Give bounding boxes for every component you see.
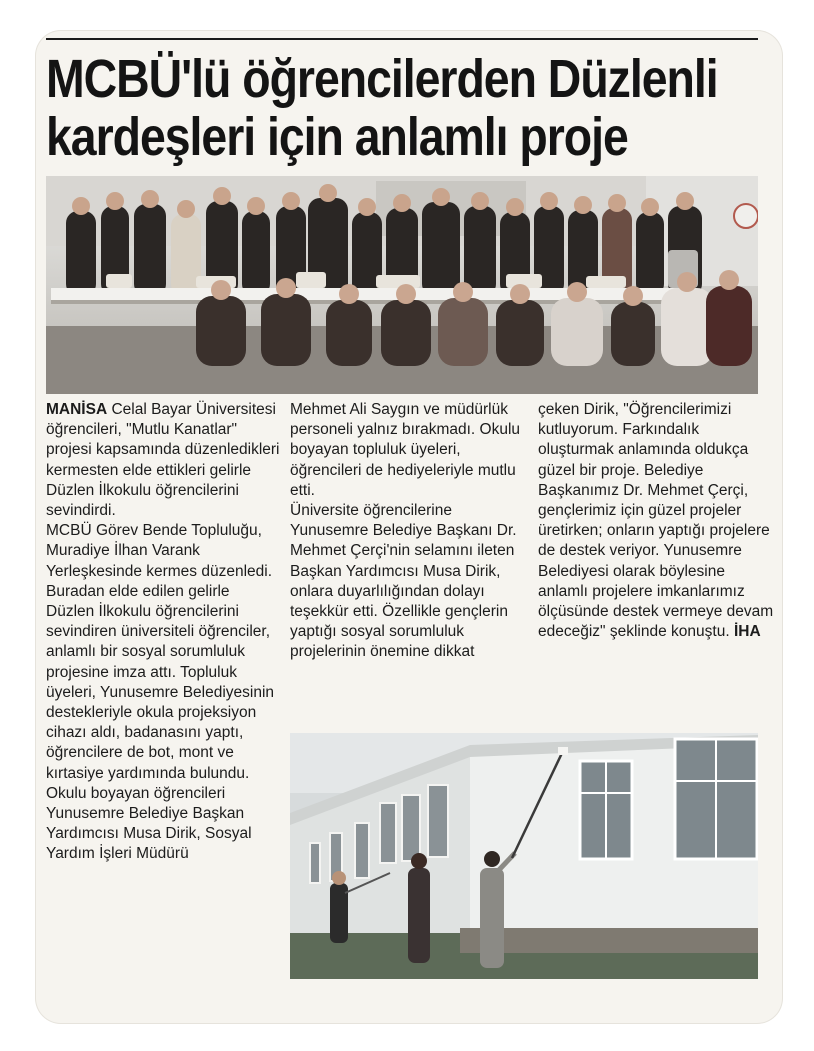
top-rule <box>46 38 758 40</box>
col1-intro: Celal Bayar Üniversitesi öğrencileri, "Mutlu Kanatlar" projesi kapsamında düzenledikleri kermesten elde ettikleri gelirle Düzlen İlkokulu öğrencilerini sevindirdi. <box>46 401 280 520</box>
text-column-3 <box>538 400 774 642</box>
text-column-1 <box>46 400 282 865</box>
dateline: MANİSA <box>46 401 108 418</box>
headline-line-2: kardeşleri için anlamlı proje <box>46 107 628 167</box>
news-agency-credit: İHA <box>733 623 761 641</box>
col3-body: çeken Dirik, "Öğrencilerimizi kutluyorum. Farkındalık oluşturmak anlamında oldukça güzel bir proje. Belediye Başkanımız Dr. Mehmet Çerçi, gençlerimiz için güzel projeler üretirken; onların yaptığı projelere de destek veriyor. Yunusemre Belediyesi olarak böylesine anlamlı projelere imkanlarımız ölçüsünde destek vermeye devam edeceğiz" şeklinde konuştu. <box>538 401 774 641</box>
col1-body: MCBÜ Görev Bende Topluluğu, Muradiye İlhan Varank Yerleşkesinde kermes düzenledi. Buradan elde edilen gelirle Düzlen İlkokulu öğrencilerini sevindiren üniversiteli öğrenciler, anlamlı bir sosyal sorumluluk projesine imza attı. Topluluk üyeleri, Yunusemre Belediyesinin destekleriyle okula projeksiyon cihazı aldı, badanasını yaptı, öğrencilere de bot, mont ve kırtasiye yardımında bulundu. Okulu boyayan öğrencileri Yunusemre Belediye Başkan Yardımcısı Musa Dirik, Sosyal Yardım İşleri Müdürü <box>46 522 275 863</box>
group-photo <box>46 176 758 394</box>
text-column-2: Mehmet Ali Saygın ve müdürlük personeli yalnız bırakmadı. Okulu boyayan topluluk üyeleri, öğrencileri de hediyeleriyle mutlu etti. Üniversite öğrencilerine Yunusemre Belediye Başkanı Dr. Mehmet Çerçi'nin selamını ileten Başkan Yardımcısı Musa Dirik, onlara duyarlılığından dolayı teşekkür etti. Özellikle gençlerin yaptığı sosyal sorumluluk projelerinin önemine dikkat <box>290 401 521 661</box>
painting-photo <box>290 733 758 979</box>
headline <box>46 49 718 167</box>
headline-line-1: MCBÜ'lü öğrencilerden Düzlenli <box>46 49 718 109</box>
